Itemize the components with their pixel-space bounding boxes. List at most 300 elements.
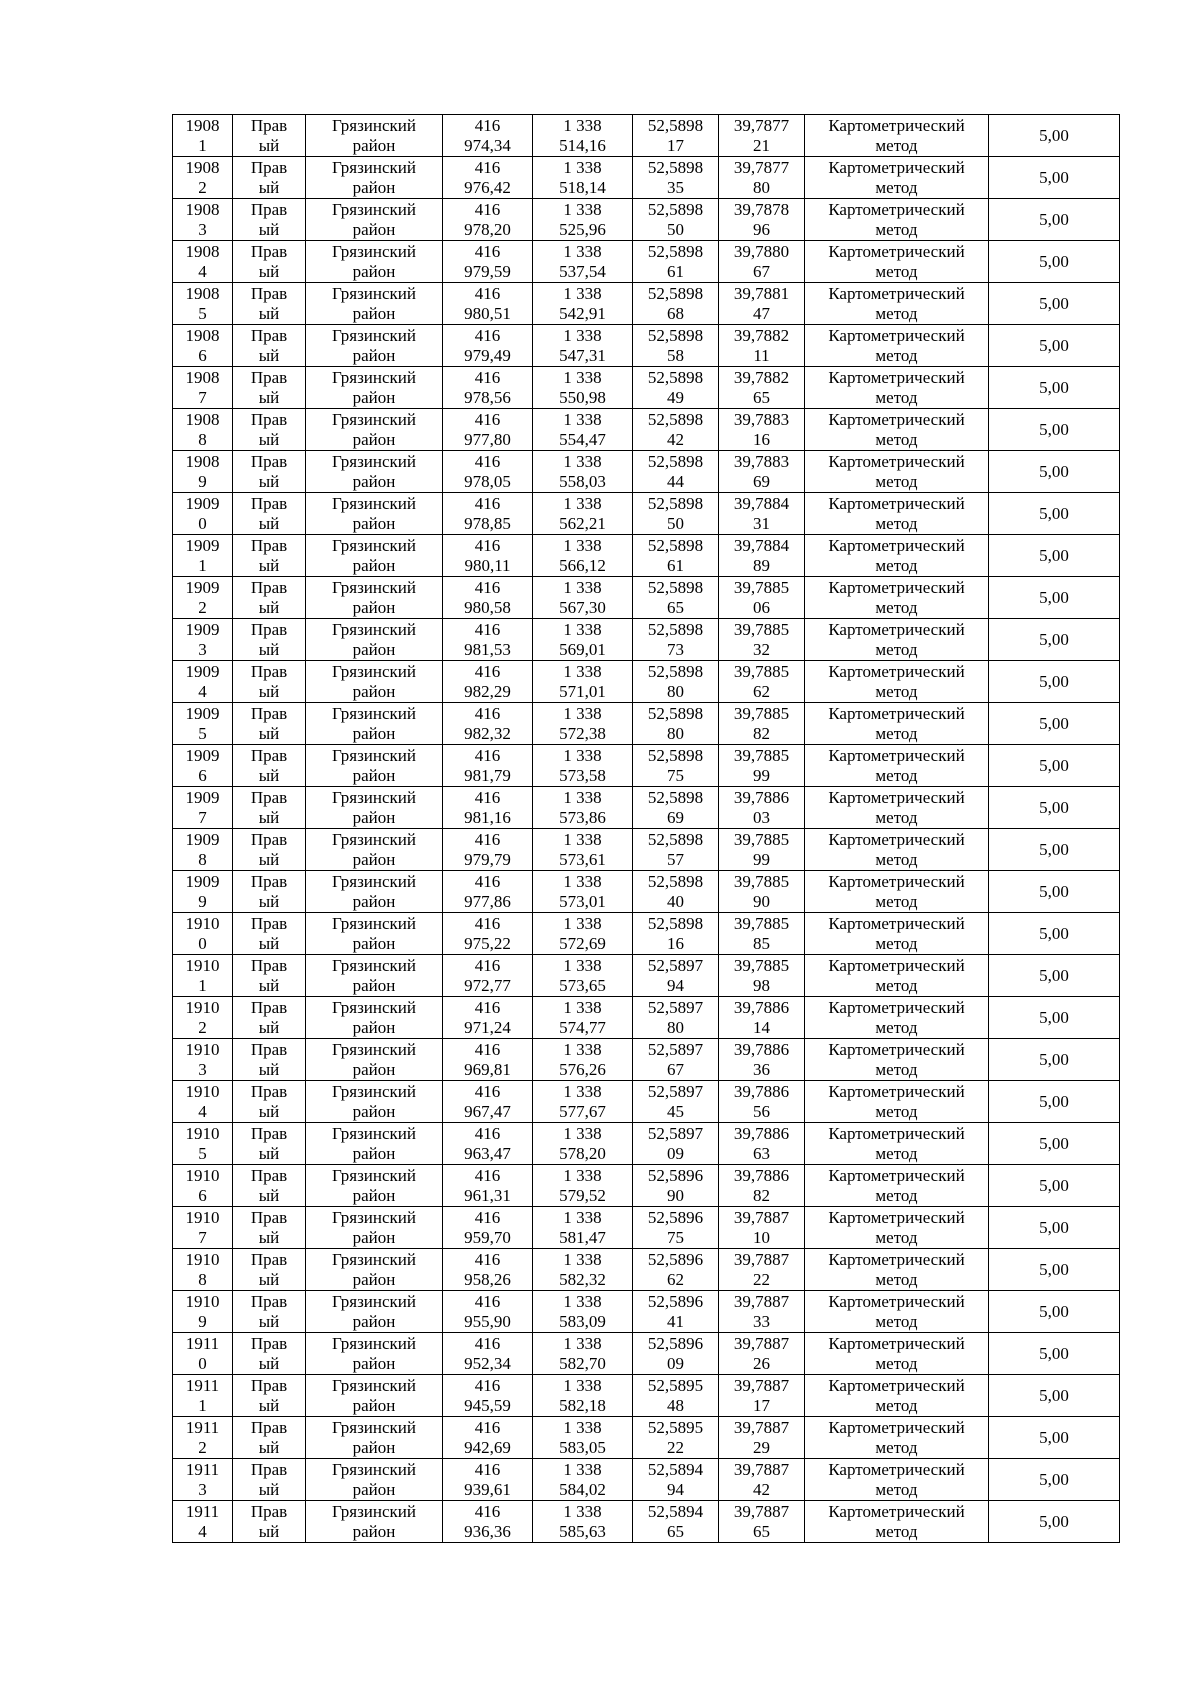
method-cell-line: метод (875, 1101, 918, 1121)
method-cell-line: Картометрический (828, 577, 965, 597)
method-cell-line: Картометрический (828, 409, 965, 429)
longitude-cell-line: 14 (753, 1017, 770, 1037)
bank-side-cell-line: ый (258, 933, 280, 953)
bank-side-cell (233, 1417, 306, 1459)
point-number-cell-line: 1910 (185, 1081, 220, 1101)
accuracy-cell: 5,00 (989, 1501, 1120, 1543)
method-cell (805, 787, 989, 829)
district-cell (306, 1459, 443, 1501)
bank-side-cell (233, 1333, 306, 1375)
method-cell-line: метод (875, 429, 918, 449)
district-cell (306, 619, 443, 661)
coord-x-cell-line: 416 (474, 913, 501, 933)
district-cell (306, 1375, 443, 1417)
coord-x-cell-line: 959,70 (464, 1227, 511, 1247)
point-number-cell-line: 3 (198, 639, 207, 659)
district-cell (306, 1417, 443, 1459)
coord-y-cell-line: 554,47 (559, 429, 606, 449)
point-number-cell (173, 493, 233, 535)
table-row (173, 745, 1120, 787)
coord-y-cell (533, 703, 633, 745)
coord-y-cell (533, 913, 633, 955)
bank-side-cell (233, 1165, 306, 1207)
accuracy-cell: 5,00 (989, 787, 1120, 829)
point-number-cell-line: 1 (198, 555, 207, 575)
district-cell-line: район (352, 597, 396, 617)
coord-x-cell (443, 1165, 533, 1207)
coord-x-cell (443, 955, 533, 997)
point-number-cell (173, 1249, 233, 1291)
latitude-cell-line: 52,5896 (647, 1165, 704, 1185)
method-cell (805, 451, 989, 493)
coord-y-cell-line: 525,96 (559, 219, 606, 239)
bank-side-cell-line: Прав (250, 787, 288, 807)
longitude-cell (719, 1165, 805, 1207)
coord-x-cell (443, 703, 533, 745)
method-cell (805, 871, 989, 913)
accuracy-cell: 5,00 (989, 1039, 1120, 1081)
method-cell-line: метод (875, 891, 918, 911)
coord-y-cell (533, 157, 633, 199)
method-cell (805, 703, 989, 745)
coord-x-cell (443, 1039, 533, 1081)
longitude-cell-line: 39,7886 (733, 787, 790, 807)
longitude-cell (719, 493, 805, 535)
method-cell-line: метод (875, 219, 918, 239)
coord-x-cell-line: 416 (474, 619, 501, 639)
coord-y-cell (533, 619, 633, 661)
point-number-cell-line: 1 (198, 1395, 207, 1415)
latitude-cell-line: 61 (667, 555, 684, 575)
longitude-cell (719, 1039, 805, 1081)
coord-y-cell-line: 582,32 (559, 1269, 606, 1289)
bank-side-cell-line: ый (258, 471, 280, 491)
district-cell-line: Грязинский (332, 1123, 416, 1143)
longitude-cell-line: 39,7887 (733, 1249, 790, 1269)
district-cell-line: Грязинский (332, 1165, 416, 1185)
point-number-cell-line: 9 (198, 891, 207, 911)
coord-x-cell-line: 981,16 (464, 807, 511, 827)
district-cell-line: район (352, 975, 396, 995)
point-number-cell-line: 1908 (185, 409, 220, 429)
method-cell-line: Картометрический (828, 451, 965, 471)
coord-x-cell-line: 974,34 (464, 135, 511, 155)
point-number-cell-line: 6 (198, 345, 207, 365)
accuracy-cell: 5,00 (989, 157, 1120, 199)
coord-y-cell-line: 1 338 (563, 1165, 602, 1185)
point-number-cell-line: 1909 (185, 661, 220, 681)
latitude-cell-line: 80 (667, 723, 684, 743)
coord-x-cell (443, 1375, 533, 1417)
method-cell-line: метод (875, 1227, 918, 1247)
coord-y-cell-line: 574,77 (559, 1017, 606, 1037)
bank-side-cell (233, 829, 306, 871)
latitude-cell-line: 58 (667, 345, 684, 365)
bank-side-cell (233, 325, 306, 367)
point-number-cell (173, 787, 233, 829)
bank-side-cell-line: Прав (250, 451, 288, 471)
bank-side-cell-line: Прав (250, 157, 288, 177)
longitude-cell (719, 829, 805, 871)
bank-side-cell-line: Прав (250, 199, 288, 219)
coord-y-cell-line: 572,69 (559, 933, 606, 953)
table-row (173, 829, 1120, 871)
coord-y-cell (533, 367, 633, 409)
longitude-cell (719, 1459, 805, 1501)
coord-y-cell-line: 1 338 (563, 367, 602, 387)
method-cell-line: метод (875, 1479, 918, 1499)
longitude-cell-line: 39,7880 (733, 241, 790, 261)
longitude-cell-line: 22 (753, 1269, 770, 1289)
coord-y-cell-line: 573,58 (559, 765, 606, 785)
table-row (173, 1291, 1120, 1333)
method-cell-line: Картометрический (828, 1459, 965, 1479)
district-cell-line: Грязинский (332, 1081, 416, 1101)
coord-x-cell-line: 416 (474, 283, 501, 303)
longitude-cell-line: 39,7885 (733, 871, 790, 891)
method-cell-line: метод (875, 807, 918, 827)
coord-y-cell-line: 1 338 (563, 1207, 602, 1227)
point-number-cell-line: 9 (198, 1311, 207, 1331)
bank-side-cell-line: ый (258, 891, 280, 911)
coord-y-cell-line: 514,16 (559, 135, 606, 155)
coord-y-cell-line: 582,70 (559, 1353, 606, 1373)
longitude-cell (719, 1333, 805, 1375)
method-cell-line: метод (875, 639, 918, 659)
latitude-cell (633, 913, 719, 955)
bank-side-cell (233, 451, 306, 493)
latitude-cell-line: 80 (667, 1017, 684, 1037)
method-cell (805, 1207, 989, 1249)
longitude-cell (719, 619, 805, 661)
coord-y-cell-line: 1 338 (563, 829, 602, 849)
district-cell-line: район (352, 891, 396, 911)
latitude-cell-line: 40 (667, 891, 684, 911)
district-cell-line: район (352, 387, 396, 407)
bank-side-cell (233, 997, 306, 1039)
method-cell-line: метод (875, 387, 918, 407)
accuracy-cell: 5,00 (989, 325, 1120, 367)
point-number-cell-line: 7 (198, 1227, 207, 1247)
longitude-cell-line: 90 (753, 891, 770, 911)
table-row (173, 1459, 1120, 1501)
coord-y-cell-line: 573,65 (559, 975, 606, 995)
coord-x-cell-line: 977,80 (464, 429, 511, 449)
latitude-cell (633, 1501, 719, 1543)
coord-x-cell-line: 416 (474, 1123, 501, 1143)
point-number-cell-line: 4 (198, 681, 207, 701)
point-number-cell-line: 1910 (185, 1165, 220, 1185)
coord-y-cell (533, 577, 633, 619)
coord-x-cell-line: 416 (474, 703, 501, 723)
point-number-cell-line: 0 (198, 1353, 207, 1373)
latitude-cell-line: 52,5898 (647, 787, 704, 807)
district-cell-line: Грязинский (332, 577, 416, 597)
latitude-cell-line: 57 (667, 849, 684, 869)
point-number-cell (173, 829, 233, 871)
method-cell-line: Картометрический (828, 1417, 965, 1437)
coord-x-cell-line: 416 (474, 997, 501, 1017)
coord-x-cell-line: 978,85 (464, 513, 511, 533)
longitude-cell-line: 39,7887 (733, 1291, 790, 1311)
district-cell (306, 199, 443, 241)
bank-side-cell-line: Прав (250, 745, 288, 765)
longitude-cell-line: 39,7887 (733, 1375, 790, 1395)
coord-x-cell-line: 969,81 (464, 1059, 511, 1079)
longitude-cell (719, 787, 805, 829)
longitude-cell (719, 661, 805, 703)
coord-y-cell-line: 1 338 (563, 661, 602, 681)
longitude-cell-line: 39,7882 (733, 325, 790, 345)
longitude-cell (719, 913, 805, 955)
bank-side-cell (233, 1207, 306, 1249)
point-number-cell (173, 283, 233, 325)
accuracy-cell: 5,00 (989, 1375, 1120, 1417)
coord-x-cell-line: 942,69 (464, 1437, 511, 1457)
method-cell (805, 199, 989, 241)
coord-y-cell-line: 579,52 (559, 1185, 606, 1205)
longitude-cell-line: 10 (753, 1227, 770, 1247)
coord-x-cell-line: 416 (474, 157, 501, 177)
latitude-cell (633, 577, 719, 619)
coord-x-cell (443, 619, 533, 661)
latitude-cell-line: 52,5898 (647, 619, 704, 639)
point-number-cell-line: 1 (198, 135, 207, 155)
accuracy-cell: 5,00 (989, 619, 1120, 661)
coord-y-cell-line: 573,01 (559, 891, 606, 911)
bank-side-cell-line: ый (258, 597, 280, 617)
longitude-cell-line: 17 (753, 1395, 770, 1415)
latitude-cell-line: 41 (667, 1311, 684, 1331)
coord-y-cell (533, 1459, 633, 1501)
method-cell (805, 997, 989, 1039)
coord-y-cell-line: 1 338 (563, 1291, 602, 1311)
table-row (173, 535, 1120, 577)
point-number-cell-line: 1911 (185, 1375, 220, 1395)
coord-y-cell-line: 583,05 (559, 1437, 606, 1457)
point-number-cell (173, 199, 233, 241)
point-number-cell (173, 1207, 233, 1249)
district-cell (306, 1165, 443, 1207)
point-number-cell-line: 1910 (185, 955, 220, 975)
bank-side-cell-line: ый (258, 1101, 280, 1121)
coord-x-cell (443, 283, 533, 325)
table-row (173, 1165, 1120, 1207)
longitude-cell-line: 63 (753, 1143, 770, 1163)
bank-side-cell-line: Прав (250, 913, 288, 933)
latitude-cell-line: 49 (667, 387, 684, 407)
point-number-cell-line: 3 (198, 1479, 207, 1499)
coord-x-cell (443, 829, 533, 871)
accuracy-cell: 5,00 (989, 1123, 1120, 1165)
bank-side-cell-line: Прав (250, 1333, 288, 1353)
coord-x-cell (443, 199, 533, 241)
coord-x-cell-line: 416 (474, 745, 501, 765)
longitude-cell (719, 535, 805, 577)
point-number-cell-line: 8 (198, 849, 207, 869)
coord-x-cell (443, 115, 533, 157)
coord-y-cell (533, 1165, 633, 1207)
coord-y-cell-line: 1 338 (563, 115, 602, 135)
longitude-cell-line: 21 (753, 135, 770, 155)
point-number-cell (173, 157, 233, 199)
method-cell-line: метод (875, 597, 918, 617)
district-cell (306, 157, 443, 199)
bank-side-cell (233, 1291, 306, 1333)
district-cell-line: Грязинский (332, 367, 416, 387)
point-number-cell (173, 241, 233, 283)
bank-side-cell-line: ый (258, 1227, 280, 1247)
method-cell-line: метод (875, 1353, 918, 1373)
accuracy-cell: 5,00 (989, 745, 1120, 787)
latitude-cell-line: 65 (667, 597, 684, 617)
district-cell-line: Грязинский (332, 199, 416, 219)
table-row (173, 367, 1120, 409)
longitude-cell (719, 409, 805, 451)
longitude-cell-line: 39,7881 (733, 283, 790, 303)
point-number-cell (173, 1375, 233, 1417)
district-cell-line: район (352, 261, 396, 281)
method-cell-line: Картометрический (828, 1501, 965, 1521)
method-cell-line: метод (875, 1395, 918, 1415)
district-cell-line: район (352, 219, 396, 239)
latitude-cell (633, 661, 719, 703)
coord-x-cell-line: 416 (474, 577, 501, 597)
table-row (173, 871, 1120, 913)
method-cell-line: Картометрический (828, 1291, 965, 1311)
method-cell-line: Картометрический (828, 157, 965, 177)
bank-side-cell-line: Прав (250, 241, 288, 261)
coord-x-cell (443, 493, 533, 535)
table-row (173, 493, 1120, 535)
coord-y-cell-line: 1 338 (563, 1501, 602, 1521)
coord-y-cell (533, 1333, 633, 1375)
district-cell (306, 1081, 443, 1123)
district-cell-line: Грязинский (332, 157, 416, 177)
point-number-cell-line: 0 (198, 513, 207, 533)
longitude-cell-line: 65 (753, 387, 770, 407)
coord-y-cell-line: 573,61 (559, 849, 606, 869)
method-cell-line: Картометрический (828, 1375, 965, 1395)
coord-y-cell (533, 1081, 633, 1123)
point-number-cell-line: 9 (198, 471, 207, 491)
coord-y-cell-line: 571,01 (559, 681, 606, 701)
point-number-cell-line: 1909 (185, 787, 220, 807)
district-cell (306, 955, 443, 997)
district-cell-line: район (352, 513, 396, 533)
longitude-cell (719, 241, 805, 283)
longitude-cell-line: 67 (753, 261, 770, 281)
accuracy-cell: 5,00 (989, 241, 1120, 283)
district-cell-line: район (352, 177, 396, 197)
latitude-cell-line: 69 (667, 807, 684, 827)
district-cell-line: Грязинский (332, 913, 416, 933)
table-row (173, 1417, 1120, 1459)
coord-x-cell-line: 416 (474, 1207, 501, 1227)
longitude-cell-line: 85 (753, 933, 770, 953)
district-cell-line: район (352, 1059, 396, 1079)
table-row (173, 283, 1120, 325)
point-number-cell-line: 1910 (185, 997, 220, 1017)
bank-side-cell-line: Прав (250, 1039, 288, 1059)
district-cell-line: Грязинский (332, 955, 416, 975)
point-number-cell (173, 1123, 233, 1165)
longitude-cell-line: 99 (753, 849, 770, 869)
accuracy-cell: 5,00 (989, 703, 1120, 745)
latitude-cell (633, 829, 719, 871)
coord-x-cell-line: 977,86 (464, 891, 511, 911)
coord-x-cell-line: 416 (474, 535, 501, 555)
coord-y-cell-line: 1 338 (563, 199, 602, 219)
coord-x-cell-line: 416 (474, 661, 501, 681)
coord-y-cell-line: 1 338 (563, 535, 602, 555)
longitude-cell-line: 39,7887 (733, 1459, 790, 1479)
coord-x-cell-line: 963,47 (464, 1143, 511, 1163)
district-cell (306, 829, 443, 871)
method-cell-line: Картометрический (828, 1249, 965, 1269)
bank-side-cell-line: Прав (250, 1291, 288, 1311)
longitude-cell-line: 06 (753, 597, 770, 617)
method-cell (805, 1081, 989, 1123)
latitude-cell (633, 367, 719, 409)
longitude-cell-line: 39,7885 (733, 913, 790, 933)
accuracy-cell: 5,00 (989, 661, 1120, 703)
coord-y-cell (533, 1207, 633, 1249)
coord-x-cell (443, 787, 533, 829)
method-cell-line: метод (875, 933, 918, 953)
table-row (173, 577, 1120, 619)
method-cell (805, 1291, 989, 1333)
bank-side-cell-line: ый (258, 723, 280, 743)
coord-x-cell-line: 972,77 (464, 975, 511, 995)
coord-x-cell-line: 939,61 (464, 1479, 511, 1499)
latitude-cell-line: 52,5898 (647, 871, 704, 891)
latitude-cell (633, 871, 719, 913)
district-cell-line: Грязинский (332, 115, 416, 135)
latitude-cell (633, 1081, 719, 1123)
bank-side-cell-line: ый (258, 135, 280, 155)
bank-side-cell (233, 157, 306, 199)
longitude-cell (719, 577, 805, 619)
method-cell-line: метод (875, 681, 918, 701)
coord-x-cell (443, 1249, 533, 1291)
method-cell-line: метод (875, 1269, 918, 1289)
bank-side-cell-line: ый (258, 1395, 280, 1415)
coord-x-cell (443, 1459, 533, 1501)
point-number-cell-line: 1909 (185, 871, 220, 891)
accuracy-cell: 5,00 (989, 199, 1120, 241)
district-cell-line: район (352, 471, 396, 491)
longitude-cell-line: 39,7883 (733, 451, 790, 471)
longitude-cell-line: 82 (753, 723, 770, 743)
district-cell-line: район (352, 849, 396, 869)
latitude-cell-line: 35 (667, 177, 684, 197)
point-number-cell-line: 7 (198, 387, 207, 407)
method-cell-line: Картометрический (828, 115, 965, 135)
method-cell-line: Картометрический (828, 1081, 965, 1101)
coord-x-cell-line: 979,49 (464, 345, 511, 365)
point-number-cell-line: 1909 (185, 829, 220, 849)
coord-y-cell (533, 1123, 633, 1165)
coord-y-cell-line: 578,20 (559, 1143, 606, 1163)
coord-x-cell-line: 971,24 (464, 1017, 511, 1037)
longitude-cell (719, 451, 805, 493)
accuracy-cell: 5,00 (989, 1333, 1120, 1375)
longitude-cell-line: 39,7885 (733, 703, 790, 723)
district-cell-line: район (352, 681, 396, 701)
point-number-cell (173, 577, 233, 619)
latitude-cell-line: 09 (667, 1143, 684, 1163)
